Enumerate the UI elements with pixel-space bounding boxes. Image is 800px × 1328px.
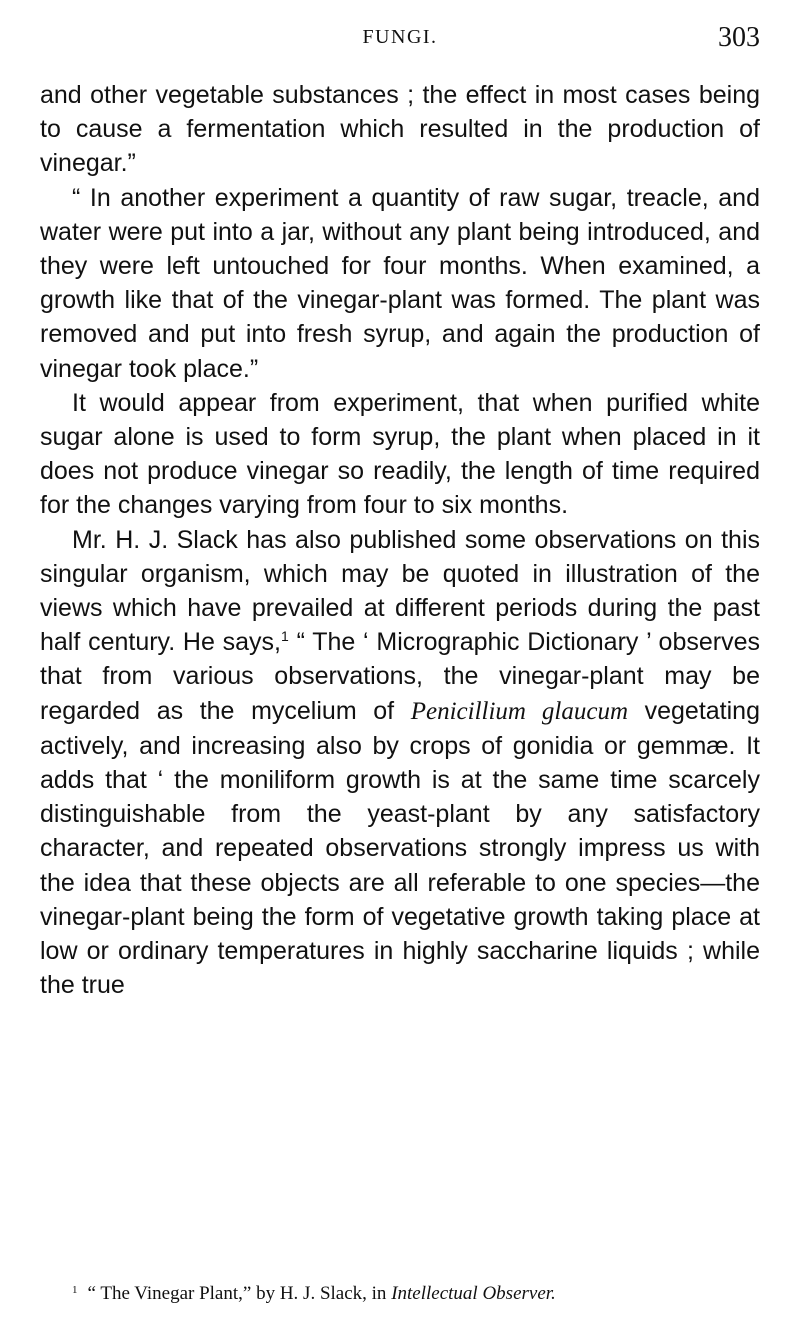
footnote-mark: 1 — [72, 1284, 78, 1296]
running-head — [0, 14, 800, 54]
footnote-journal-title: Intellectual Observer. — [391, 1283, 556, 1304]
paragraph-3: It would appear from experiment, that when purified white sugar alone is used to form syrup, the plant when placed in it does not produce vinegar so readily, the length of time required for the changes varying from four to six months. — [40, 388, 760, 520]
paragraph-4-part-c: vegetating actively, and increasing also by crops of gonidia or gemmæ. It adds that ‘ the moniliform growth is at the same time scarcely distinguishable from the yeast-plant by any satisfactory character, and repeated observations strongly impress us with the idea that these objects are all referable to one species—the vinegar-plant being the form of vegetative growth taking place at low or ordinary temperatures in highly saccharine liquids ; while the true — [40, 696, 760, 1000]
footnote — [72, 1278, 772, 1306]
page-number: 303 — [718, 22, 760, 53]
paragraph-4-part-b: “ The ‘ Micrographic Dictionary ’ observes that from various observations, the vinegar-plant may be regarded as the mycelium of — [40, 628, 760, 725]
footnote-text: “ The Vinegar Plant,” by H. J. Slack, in — [87, 1283, 392, 1304]
paragraph-2: “ In another experiment a quantity of raw sugar, treacle, and water were put into a jar, without any plant being introduced, and they were left untouched for four months. When examined, a growth like that of the vinegar-plant was formed. The plant was removed and put into fresh syrup, and again the production of vinegar took place.” — [40, 183, 760, 383]
paragraph-4 — [40, 523, 760, 1003]
running-title: FUNGI. — [362, 26, 438, 48]
footnote-reference: 1 — [281, 628, 289, 645]
body-text — [40, 78, 760, 1002]
paragraph-4-part-a: Mr. H. J. Slack has also published some observations on this singular organism, which may be quoted in illustration of the views which have prevailed at different periods during the past half century. He says, — [40, 525, 760, 657]
species-name: Penicillium glaucum — [410, 697, 628, 725]
paragraph-1: and other vegetable substances ; the effect in most cases being to cause a fermentation which resulted in the production of vinegar.” — [40, 81, 760, 178]
